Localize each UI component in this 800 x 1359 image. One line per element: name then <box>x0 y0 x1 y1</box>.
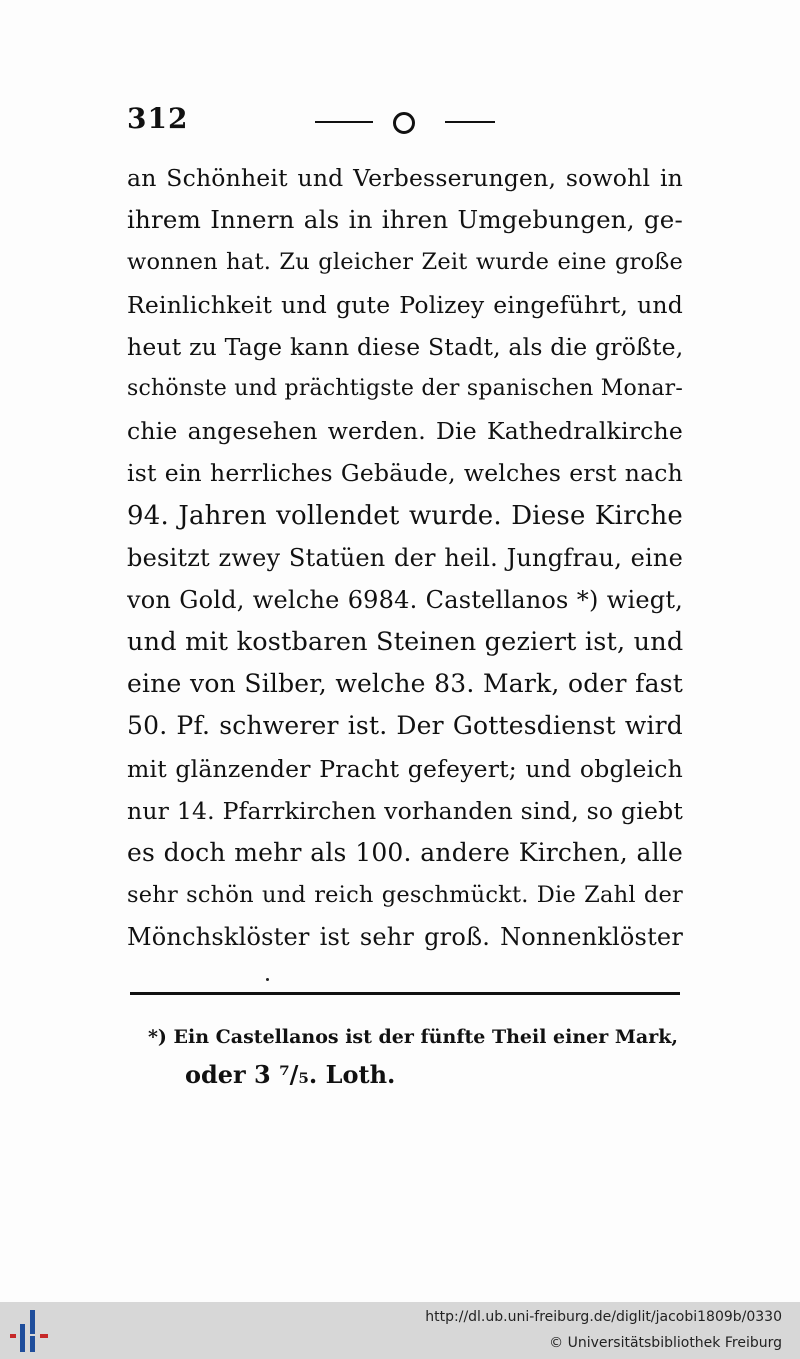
library-logo-icon[interactable] <box>10 1310 50 1352</box>
text-line: von Gold, welche 6984. Castellanos *) wiegt, <box>127 585 683 614</box>
page-header <box>125 100 685 140</box>
text-line: wonnen hat. Zu gleicher Zeit wurde eine große <box>127 249 683 276</box>
viewer-footer <box>0 1302 800 1359</box>
ink-speck <box>266 978 269 981</box>
footnote-rule <box>130 992 680 995</box>
text-line: heut zu Tage kann diese Stadt, als die größte, <box>127 332 683 361</box>
text-line: es doch mehr als 100. andere Kirchen, alle <box>127 838 683 867</box>
text-line: 94. Jahren vollendet wurde. Diese Kirche <box>127 500 683 531</box>
text-line: nur 14. Pfarrkirchen vorhanden sind, so giebt <box>127 796 683 825</box>
text-line: Mönchsklöster ist sehr groß. Nonnenklöster <box>127 923 683 952</box>
text-line: Reinlichkeit und gute Polizey eingeführt, und <box>127 290 683 319</box>
logo-bar <box>30 1336 35 1352</box>
text-line: ist ein herrliches Gebäude, welches erst nach <box>127 459 683 488</box>
logo-bar <box>30 1310 35 1334</box>
footnote-line: *) Ein Castellanos ist der fünfte Theil einer Mark, <box>148 1026 679 1048</box>
text-line: besitzt zwey Statüen der heil. Jungfrau, eine <box>127 543 683 572</box>
text-line: sehr schön und reich geschmückt. Die Zahl der <box>127 882 683 909</box>
text-line: schönste und prächtigste der spanischen Monar- <box>127 375 683 401</box>
footnote-line: oder 3 ⁷/₅. Loth. <box>185 1060 396 1089</box>
text-line: chie angesehen werden. Die Kathedralkirche <box>127 417 683 446</box>
text-line: eine von Silber, welche 83. Mark, oder fast <box>127 669 683 699</box>
logo-bar <box>40 1334 48 1338</box>
ornament-rule-left <box>315 121 373 123</box>
logo-bar <box>20 1324 25 1352</box>
text-line: ihrem Innern als in ihren Umgebungen, ge- <box>127 205 683 235</box>
body-text <box>127 157 683 959</box>
footnote <box>148 1018 688 1094</box>
text-line: an Schönheit und Verbesserungen, sowohl in <box>127 164 683 192</box>
text-line: und mit kostbaren Steinen geziert ist, und <box>127 627 683 658</box>
ornament-rule-right <box>445 121 495 123</box>
permalink-url[interactable]: http://dl.ub.uni-freiburg.de/diglit/jacobi1809b/0330 <box>425 1309 782 1325</box>
page-number: 312 <box>127 102 189 135</box>
logo-bar <box>10 1334 16 1338</box>
header-ornament <box>315 106 495 136</box>
text-line: mit glänzender Pracht gefeyert; und obgleich <box>127 754 683 783</box>
text-line: 50. Pf. schwerer ist. Der Gottesdienst wird <box>127 711 683 741</box>
copyright-notice: © Universitätsbibliothek Freiburg <box>549 1335 782 1351</box>
ornament-circle-icon <box>393 112 415 134</box>
